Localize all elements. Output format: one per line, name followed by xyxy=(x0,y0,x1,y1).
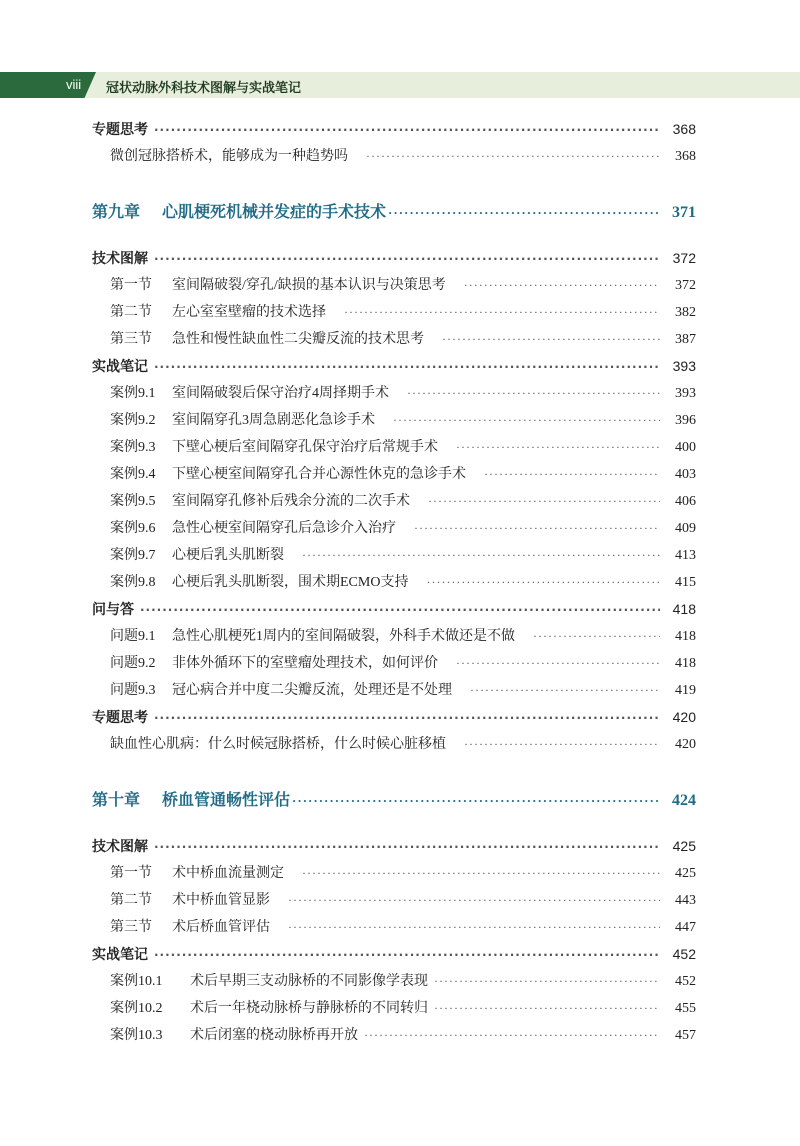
dot-leader xyxy=(366,143,660,170)
page-ref: 396 xyxy=(675,413,696,428)
dot-leader xyxy=(364,1022,660,1049)
chapter-title: 桥血管通畅性评估 xyxy=(162,792,291,809)
dot-leader xyxy=(414,515,660,542)
section-label: 问与答 xyxy=(92,602,134,618)
dot-leader xyxy=(426,569,660,596)
entry-label xyxy=(110,515,396,542)
page-ref: 409 xyxy=(675,521,696,536)
entry-label xyxy=(110,731,446,758)
page-number-tab xyxy=(0,72,96,98)
page-ref: 452 xyxy=(675,974,696,989)
page-ref: 452 xyxy=(672,946,696,962)
entry-title: 室间隔穿孔3周急剧恶化急诊手术 xyxy=(172,413,375,428)
entry-label xyxy=(110,380,389,407)
entry-prefix: 案例9.8 xyxy=(110,575,156,590)
entry-title: 缺血性心肌病：什么时候冠脉搭桥，什么时候心脏移植 xyxy=(110,737,446,752)
page-ref: 418 xyxy=(672,601,696,617)
toc-item-entry[interactable] xyxy=(92,860,696,887)
toc-item-entry[interactable] xyxy=(92,995,696,1022)
entry-label xyxy=(110,623,515,650)
dot-leader xyxy=(154,834,660,861)
dot-leader xyxy=(288,887,660,914)
dot-leader xyxy=(292,783,660,819)
toc-item-entry[interactable] xyxy=(92,326,696,353)
dot-leader xyxy=(464,272,660,299)
entry-title: 室间隔破裂/穿孔/缺损的基本认识与决策思考 xyxy=(172,278,446,293)
dot-leader xyxy=(388,195,660,231)
toc-item-entry[interactable] xyxy=(92,677,696,704)
section-label: 技术图解 xyxy=(92,839,148,855)
toc-section-entry[interactable] xyxy=(92,116,696,143)
toc-item-entry[interactable] xyxy=(92,968,696,995)
dot-leader xyxy=(407,380,660,407)
entry-title: 室间隔破裂后保守治疗4周择期手术 xyxy=(172,386,389,401)
dot-leader xyxy=(140,597,660,624)
entry-title: 术后桥血管评估 xyxy=(172,920,270,935)
dot-leader xyxy=(302,542,660,569)
dot-leader xyxy=(484,461,660,488)
entry-prefix: 问题9.3 xyxy=(110,683,156,698)
page-ref: 368 xyxy=(672,121,696,137)
entry-label xyxy=(110,569,408,596)
dot-leader xyxy=(442,326,660,353)
entry-title: 非体外循环下的室壁瘤处理技术，如何评价 xyxy=(172,656,438,671)
toc-item-entry[interactable] xyxy=(92,650,696,677)
page-ref: 372 xyxy=(675,278,696,293)
toc-item-entry[interactable] xyxy=(92,542,696,569)
dot-leader xyxy=(428,488,660,515)
entry-label xyxy=(110,860,284,887)
page-ref: 400 xyxy=(675,440,696,455)
section-label: 实战笔记 xyxy=(92,947,148,963)
entry-prefix: 案例9.4 xyxy=(110,467,156,482)
entry-prefix: 第三节 xyxy=(110,920,152,935)
page-ref: 406 xyxy=(675,494,696,509)
dot-leader xyxy=(456,650,660,677)
entry-label xyxy=(110,677,452,704)
entry-title: 急性心肌梗死1周内的室间隔破裂，外科手术做还是不做 xyxy=(172,629,515,644)
dot-leader xyxy=(470,677,660,704)
dot-leader xyxy=(154,705,660,732)
chapter-title: 心肌梗死机械并发症的手术技术 xyxy=(162,204,387,221)
entry-prefix: 案例9.5 xyxy=(110,494,156,509)
entry-label xyxy=(110,326,424,353)
page-ref: 372 xyxy=(672,250,696,266)
toc-item-entry[interactable] xyxy=(92,887,696,914)
page-ref: 403 xyxy=(675,467,696,482)
page-number: viii xyxy=(66,77,82,92)
section-label: 技术图解 xyxy=(92,251,148,267)
entry-title: 心梗后乳头肌断裂，围术期ECMO支持 xyxy=(172,575,409,590)
dot-leader xyxy=(302,860,660,887)
entry-prefix: 案例9.1 xyxy=(110,386,156,401)
page-ref: 371 xyxy=(672,204,696,221)
entry-label xyxy=(110,887,270,914)
toc-section-entry[interactable] xyxy=(92,353,696,380)
entry-title: 术中桥血流量测定 xyxy=(172,866,284,881)
page-ref: 393 xyxy=(672,358,696,374)
dot-leader xyxy=(154,117,660,144)
entry-title: 室间隔穿孔修补后残余分流的二次手术 xyxy=(172,494,410,509)
dot-leader xyxy=(434,995,660,1022)
entry-prefix: 案例9.3 xyxy=(110,440,156,455)
dot-leader xyxy=(344,299,660,326)
page-ref: 447 xyxy=(675,920,696,935)
dot-leader xyxy=(464,731,660,758)
entry-prefix: 第一节 xyxy=(110,866,152,881)
toc-section-entry[interactable] xyxy=(92,596,696,623)
entry-label xyxy=(110,272,446,299)
table-of-contents xyxy=(92,116,696,1049)
entry-label xyxy=(110,914,270,941)
page-ref: 415 xyxy=(675,575,696,590)
toc-item-entry[interactable] xyxy=(92,299,696,326)
entry-prefix: 案例10.1 xyxy=(110,974,163,989)
page-ref: 420 xyxy=(672,709,696,725)
entry-label xyxy=(110,407,375,434)
toc-item-entry[interactable] xyxy=(92,623,696,650)
page-ref: 424 xyxy=(672,792,696,809)
entry-label xyxy=(110,995,428,1022)
dot-leader xyxy=(434,968,660,995)
toc-item-entry[interactable] xyxy=(92,1022,696,1049)
toc-chapter-entry[interactable] xyxy=(92,195,696,231)
dot-leader xyxy=(456,434,660,461)
page-ref: 418 xyxy=(675,629,696,644)
toc-item-entry[interactable] xyxy=(92,434,696,461)
entry-title: 术后一年桡动脉桥与静脉桥的不同转归 xyxy=(190,1001,428,1016)
entry-label xyxy=(110,488,410,515)
page-ref: 419 xyxy=(675,683,696,698)
entry-prefix: 第三节 xyxy=(110,332,152,347)
entry-title: 术中桥血管显影 xyxy=(172,893,270,908)
section-label: 实战笔记 xyxy=(92,359,148,375)
entry-title: 急性心梗室间隔穿孔后急诊介入治疗 xyxy=(172,521,396,536)
page-ref: 425 xyxy=(675,866,696,881)
entry-title: 心梗后乳头肌断裂 xyxy=(172,548,284,563)
toc-item-entry[interactable] xyxy=(92,914,696,941)
entry-title: 下壁心梗室间隔穿孔合并心源性休克的急诊手术 xyxy=(172,467,466,482)
entry-label xyxy=(110,542,284,569)
section-label: 专题思考 xyxy=(92,710,148,726)
toc-item-entry[interactable] xyxy=(92,488,696,515)
entry-prefix: 案例9.2 xyxy=(110,413,156,428)
entry-title: 冠心病合并中度二尖瓣反流，处理还是不处理 xyxy=(172,683,452,698)
page-ref: 393 xyxy=(675,386,696,401)
entry-label xyxy=(110,299,326,326)
page-ref: 455 xyxy=(675,1001,696,1016)
chapter-number: 第九章 xyxy=(92,204,141,221)
toc-item-entry[interactable] xyxy=(92,515,696,542)
toc-item-entry[interactable] xyxy=(92,380,696,407)
section-label: 专题思考 xyxy=(92,122,148,138)
page-ref: 420 xyxy=(675,737,696,752)
page-ref: 425 xyxy=(672,838,696,854)
entry-prefix: 第二节 xyxy=(110,893,152,908)
page-ref: 413 xyxy=(675,548,696,563)
entry-title: 微创冠脉搭桥术，能够成为一种趋势吗 xyxy=(110,149,348,164)
entry-prefix: 第二节 xyxy=(110,305,152,320)
page-ref: 368 xyxy=(675,149,696,164)
page-ref: 382 xyxy=(675,305,696,320)
entry-prefix: 案例9.6 xyxy=(110,521,156,536)
entry-prefix: 案例10.2 xyxy=(110,1001,163,1016)
page-ref: 418 xyxy=(675,656,696,671)
entry-title: 术后闭塞的桡动脉桥再开放 xyxy=(190,1028,358,1043)
page-ref: 387 xyxy=(675,332,696,347)
toc-item-entry[interactable] xyxy=(92,143,696,170)
entry-title: 术后早期三支动脉桥的不同影像学表现 xyxy=(190,974,428,989)
book-title: 冠状动脉外科技术图解与实战笔记 xyxy=(106,81,302,96)
entry-label xyxy=(110,143,348,170)
dot-leader xyxy=(154,246,660,273)
entry-label xyxy=(110,650,438,677)
entry-title: 左心室室壁瘤的技术选择 xyxy=(172,305,326,320)
entry-prefix: 案例9.7 xyxy=(110,548,156,563)
toc-item-entry[interactable] xyxy=(92,407,696,434)
dot-leader xyxy=(533,623,660,650)
dot-leader xyxy=(288,914,660,941)
entry-title: 下壁心梗后室间隔穿孔保守治疗后常规手术 xyxy=(172,440,438,455)
dot-leader xyxy=(393,407,660,434)
toc-item-entry[interactable] xyxy=(92,731,696,758)
entry-prefix: 第一节 xyxy=(110,278,152,293)
entry-label xyxy=(110,1022,358,1049)
entry-title: 急性和慢性缺血性二尖瓣反流的技术思考 xyxy=(172,332,424,347)
toc-section-entry[interactable] xyxy=(92,704,696,731)
toc-section-entry[interactable] xyxy=(92,245,696,272)
toc-item-entry[interactable] xyxy=(92,461,696,488)
dot-leader xyxy=(154,354,660,381)
toc-section-entry[interactable] xyxy=(92,833,696,860)
entry-prefix: 问题9.2 xyxy=(110,656,156,671)
toc-item-entry[interactable] xyxy=(92,272,696,299)
toc-chapter-entry[interactable] xyxy=(92,783,696,819)
entry-label xyxy=(110,461,466,488)
page-ref: 443 xyxy=(675,893,696,908)
entry-label xyxy=(110,968,428,995)
entry-label xyxy=(110,434,438,461)
toc-item-entry[interactable] xyxy=(92,569,696,596)
entry-prefix: 案例10.3 xyxy=(110,1028,163,1043)
entry-prefix: 问题9.1 xyxy=(110,629,156,644)
dot-leader xyxy=(154,942,660,969)
page-ref: 457 xyxy=(675,1028,696,1043)
chapter-number: 第十章 xyxy=(92,792,141,809)
toc-section-entry[interactable] xyxy=(92,941,696,968)
